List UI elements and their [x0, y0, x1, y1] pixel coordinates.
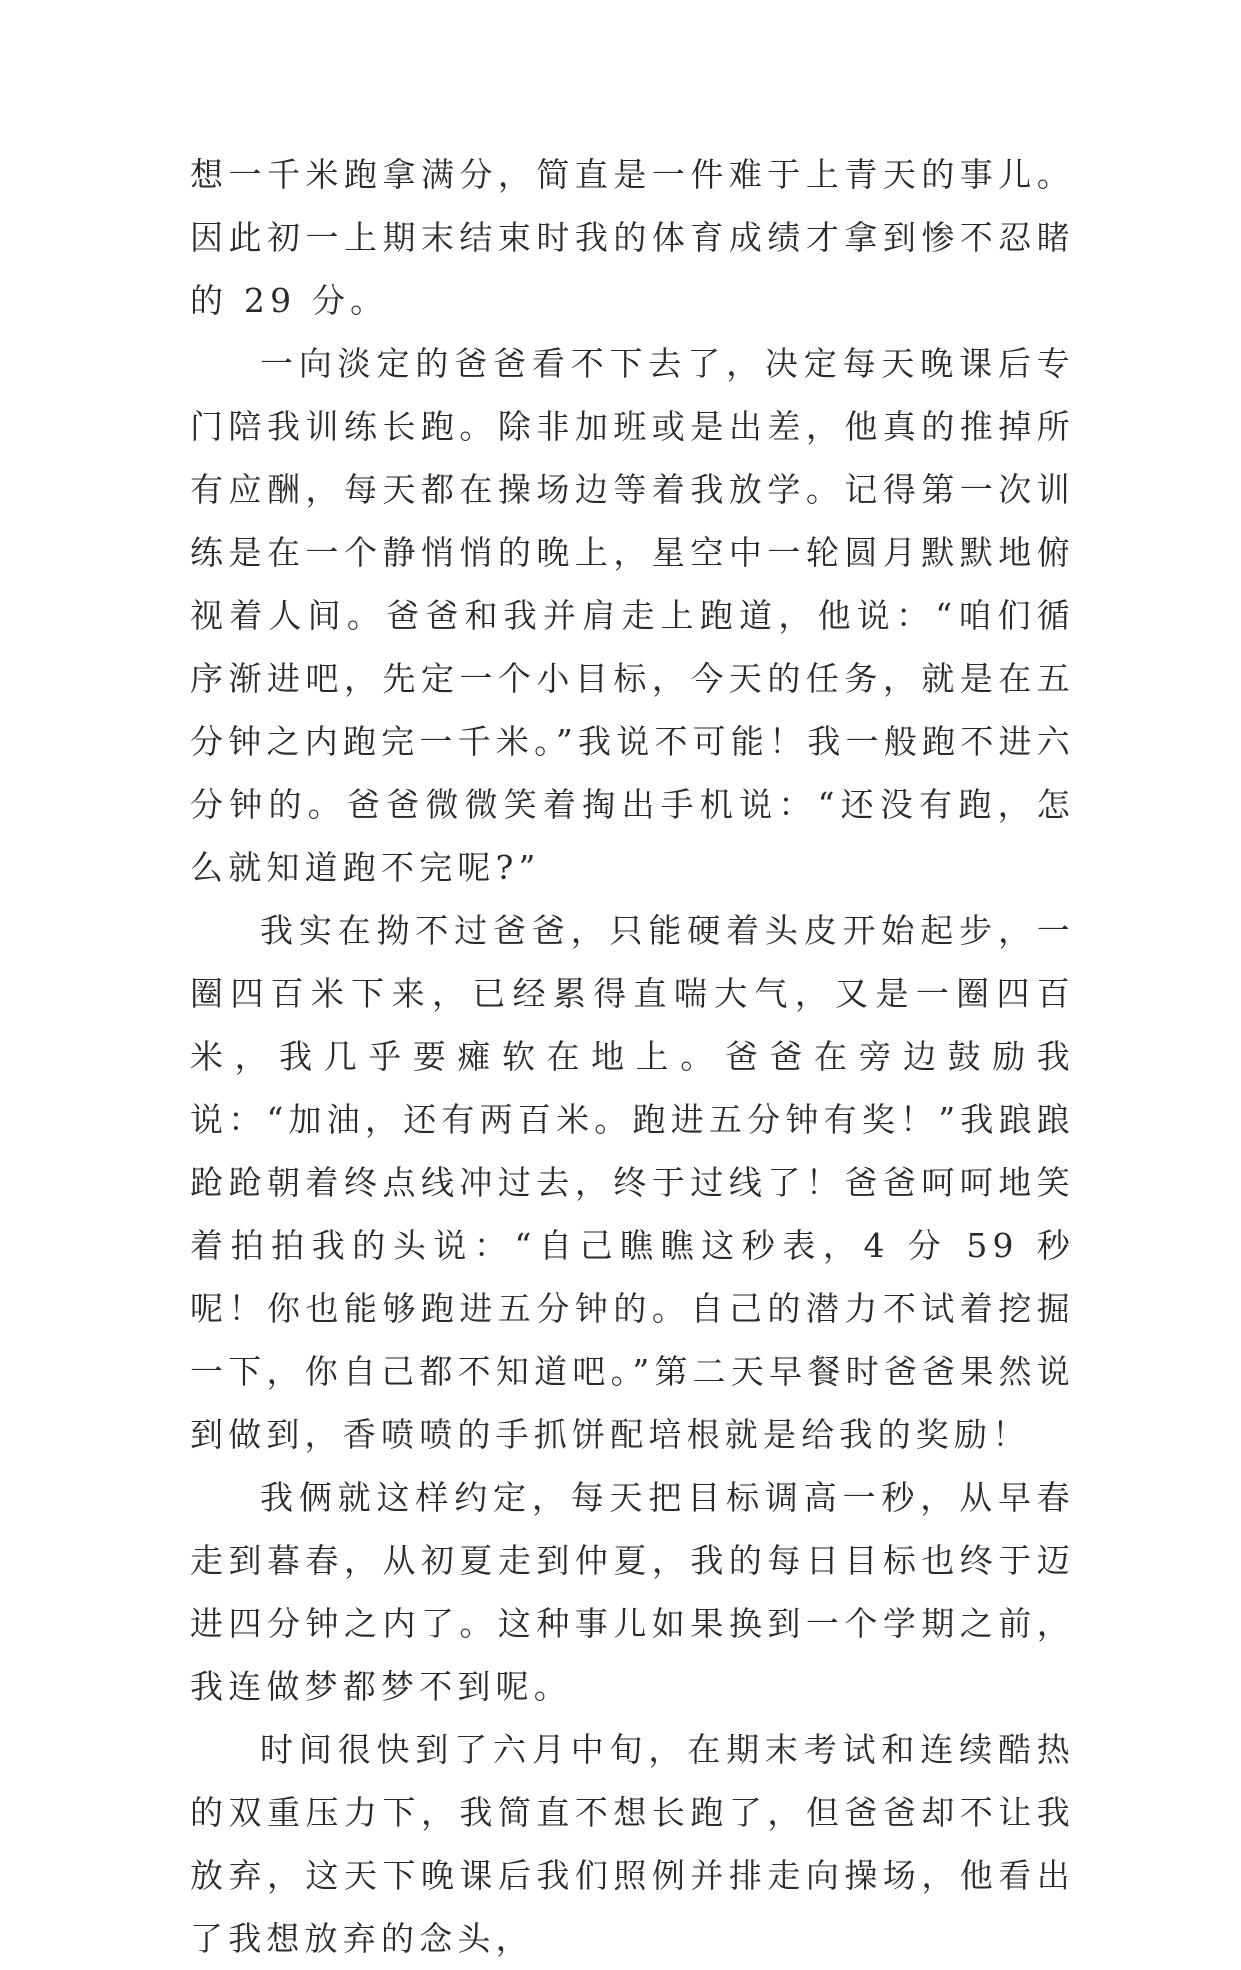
paragraph-continuation: 想一千米跑拿满分，简直是一件难于上青天的事儿。因此初一上期末结束时我的体育成绩才拿到惨不忍睹的 29 分。	[190, 155, 1075, 320]
paragraph-progress: 我俩就这样约定，每天把目标调高一秒，从早春走到暮春，从初夏走到仲夏，我的每日目标也终于迈进四分钟之内了。这种事儿如果换到一个学期之前，我连做梦都梦不到呢。	[190, 1478, 1075, 1706]
paragraph-training-start: 一向淡定的爸爸看不下去了，决定每天晚课后专门陪我训练长跑。除非加班或是出差，他真的推掉所有应酬，每天都在操场边等着我放学。记得第一次训练是在一个静悄悄的晚上，星空中一轮圆月默默地俯视着人间。爸爸和我并肩走上跑道，他说：“咱们循序渐进吧，先定一个小目标，今天的任务，就是在五分钟之内跑完一千米。”我说不可能！我一般跑不进六分钟的。爸爸微微笑着掏出手机说：“还没有跑，怎么就知道跑不完呢?”	[190, 344, 1075, 887]
paragraph-june: 时间很快到了六月中旬，在期末考试和连续酷热的双重压力下，我简直不想长跑了，但爸爸却不让我放弃，这天下晚课后我们照例并排走向操场，他看出了我想放弃的念头，	[190, 1730, 1075, 1958]
paragraph-first-run: 我实在拗不过爸爸，只能硬着头皮开始起步，一圈四百米下来，已经累得直喘大气，又是一圈四百米，我几乎要瘫软在地上。爸爸在旁边鼓励我说：“加油，还有两百米。跑进五分钟有奖！”我踉踉跄跄朝着终点线冲过去，终于过线了！爸爸呵呵地笑着拍拍我的头说：“自己瞧瞧这秒表，4 分 59 秒呢！你也能够跑进五分钟的。自己的潜力不试着挖掘一下，你自己都不知道吧。”第二天早餐时爸爸果然说到做到，香喷喷的手抓饼配培根就是给我的奖励！	[190, 911, 1075, 1454]
article-body	[190, 143, 1075, 1970]
